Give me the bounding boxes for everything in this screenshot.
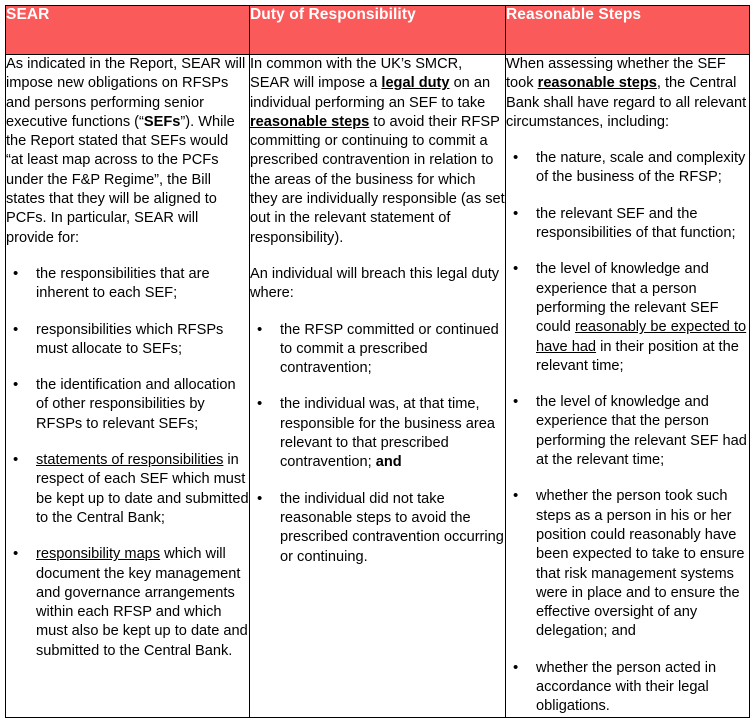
list-item <box>506 149 749 188</box>
sear-bullet-list <box>6 265 249 661</box>
duty-bullet-2-bold-and: and <box>375 454 402 471</box>
column-header-reasonable-steps <box>506 6 750 55</box>
sear-intro-bold-sefs: SEFs <box>143 113 181 130</box>
steps-bullet-4-text: the level of knowledge and experience that the person performing the relevant SEF had at the relevant time; <box>536 394 747 469</box>
sear-intro-paragraph <box>6 55 249 248</box>
steps-bullet-5-text: whether the person took such steps as a person in his or her position could reasonably have been expected to take to ensure that risk management systems were in place and to ensure the effective oversight of any delegation; and <box>536 488 745 640</box>
list-item <box>250 395 505 472</box>
sear-comparison-table <box>5 5 750 718</box>
duty-bullet-1-text: the RFSP committed or continued to commit a prescribed contravention; <box>280 321 499 377</box>
list-item <box>506 659 749 717</box>
cell-sear <box>6 55 250 718</box>
sear-bullet-4-text: in respect of each SEF which must be kept up to date and submitted to the Central Bank; <box>36 452 249 526</box>
steps-intro-part-1: When assessing whether the SEF took <box>506 56 726 92</box>
steps-bullet-list <box>506 149 749 716</box>
steps-bullet-1-text: the nature, scale and complexity of the business of the RFSP; <box>536 150 746 186</box>
duty-intro-paragraph <box>250 55 505 248</box>
cell-duty-of-responsibility <box>250 55 506 718</box>
duty-intro-part-2: on an individual performing an SEF to take <box>250 75 491 111</box>
column-header-sear-label: SEAR <box>6 6 50 23</box>
duty-bullet-2-text: the individual was, at that time, responsible for the business area relevant to that prescribed contravention; <box>280 396 495 471</box>
table-body <box>6 55 750 718</box>
list-item <box>250 321 505 379</box>
duty-intro-emphasis-reasonable-steps: reasonable steps <box>250 113 370 130</box>
duty-intro-emphasis-legal-duty: legal duty <box>381 75 450 92</box>
sear-intro-part-1: As indicated in the Report, SEAR will impose new obligations on RFSPs and persons performing senior executive functions (“ <box>6 56 246 130</box>
list-item <box>506 487 749 641</box>
list-item <box>250 490 505 567</box>
column-header-duty-of-responsibility <box>250 6 506 55</box>
list-item <box>506 205 749 244</box>
column-header-sear <box>6 6 250 55</box>
cell-reasonable-steps-content <box>506 55 749 717</box>
list-item <box>6 545 249 661</box>
list-item <box>6 321 249 360</box>
sear-bullet-1-text: the responsibilities that are inherent to each SEF; <box>36 265 210 302</box>
sear-intro-part-2: ”). While the Report stated that SEFs would “at least map across to the PCFs under the F&P Regime”, the Bill states that they will be aligned to PCFs. In particular, SEAR will provide for: <box>6 113 235 246</box>
duty-bullet-3-text: the individual did not take reasonable steps to avoid the prescribed contravention occurring or continuing. <box>280 490 504 565</box>
steps-intro-emphasis-reasonable-steps: reasonable steps <box>537 75 657 92</box>
steps-bullet-3-text: the level of knowledge and experience that a person performing the relevant SEF could <box>536 261 719 336</box>
list-item <box>6 451 249 528</box>
duty-intro-part-1: In common with the UK’s SMCR, SEAR will impose a <box>250 56 463 92</box>
cell-duty-content <box>250 55 505 567</box>
steps-bullet-3-underlined-phrase: reasonably be expected to have had <box>536 319 747 355</box>
list-item <box>506 260 749 376</box>
steps-bullet-2-text: the relevant SEF and the responsibilities of that function; <box>536 205 736 242</box>
table-header-row-group <box>6 6 750 55</box>
table-row <box>6 55 750 718</box>
sear-bullet-2-text: responsibilities which RFSPs must allocate to SEFs; <box>36 321 224 357</box>
column-header-duty-of-responsibility-label: Duty of Responsibility <box>250 6 416 23</box>
steps-intro-paragraph <box>506 55 749 132</box>
cell-reasonable-steps <box>506 55 750 718</box>
steps-intro-part-2: , the Central Bank shall have regard to all relevant circumstances, including: <box>506 75 747 130</box>
duty-lead-in-paragraph: An individual will breach this legal duty where: <box>250 265 500 302</box>
steps-bullet-6-text: whether the person acted in accordance with their legal obligations. <box>536 659 717 715</box>
sear-bullet-5-text: which will document the key management and governance arrangements within each RFSP and which must also be kept up to date and submitted to the Central Bank. <box>36 546 248 659</box>
duty-intro-part-3: to avoid their RFSP committing or continuing to commit a prescribed contravention in relation to the areas of the business for which they are individually responsible (as set out in the relevant statement of responsibility). <box>250 113 505 246</box>
steps-bullet-3-text-tail: in their position at the relevant time; <box>536 338 739 374</box>
list-item <box>6 265 249 304</box>
cell-sear-content <box>6 55 249 661</box>
list-item <box>506 393 749 470</box>
list-item <box>6 376 249 434</box>
sear-bullet-3-text: the identification and allocation of other responsibilities by RFSPs to relevant SEFs; <box>36 377 236 432</box>
sear-bullet-5-underlined-term: responsibility maps <box>36 546 161 563</box>
duty-bullet-list <box>250 321 505 567</box>
sear-bullet-4-underlined-term: statements of responsibilities <box>36 452 224 469</box>
table-header-row <box>6 6 750 55</box>
comparison-table-wrapper <box>5 5 749 718</box>
column-header-reasonable-steps-label: Reasonable Steps <box>506 6 642 23</box>
